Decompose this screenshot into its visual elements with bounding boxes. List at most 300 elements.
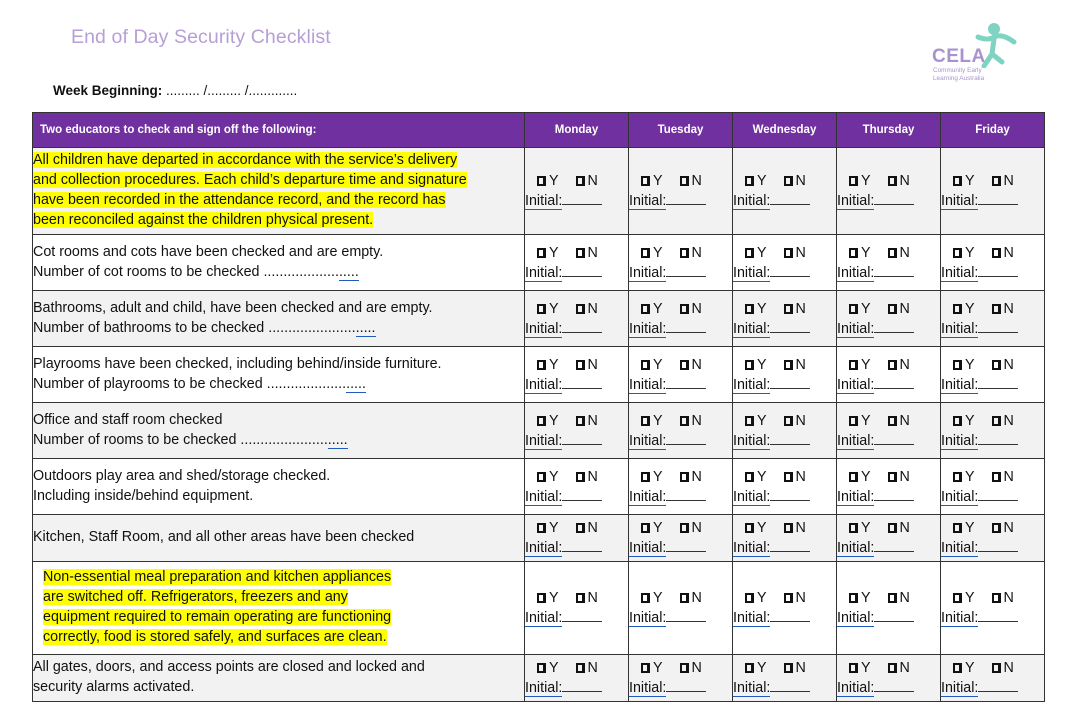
checkbox-icon[interactable] — [849, 176, 858, 186]
checkbox-icon[interactable] — [888, 472, 897, 482]
yes-option[interactable] — [849, 520, 871, 536]
no-option[interactable] — [576, 469, 598, 485]
yes-label: Y — [757, 173, 767, 189]
initial-field[interactable] — [629, 538, 732, 558]
yes-option[interactable] — [641, 660, 663, 676]
initial-blank[interactable] — [978, 375, 1018, 389]
checkbox-icon[interactable] — [888, 360, 897, 370]
yes-option[interactable] — [537, 301, 559, 317]
checkbox-icon[interactable] — [576, 360, 585, 370]
initial-field[interactable] — [733, 538, 836, 558]
no-option[interactable] — [680, 245, 702, 261]
checkbox-icon[interactable] — [784, 176, 793, 186]
checkbox-icon[interactable] — [641, 663, 650, 673]
day-cell-tuesday — [629, 235, 733, 291]
initial-blank[interactable] — [666, 375, 706, 389]
yes-option[interactable] — [641, 245, 663, 261]
checkbox-icon[interactable] — [745, 663, 754, 673]
checkbox-icon[interactable] — [888, 593, 897, 603]
checkbox-icon[interactable] — [784, 248, 793, 258]
yes-option[interactable] — [537, 173, 559, 189]
no-option[interactable] — [680, 469, 702, 485]
no-option[interactable] — [992, 301, 1014, 317]
checkbox-icon[interactable] — [953, 360, 962, 370]
initial-blank[interactable] — [562, 608, 602, 622]
initial-blank[interactable] — [562, 487, 602, 501]
yes-option[interactable] — [953, 245, 975, 261]
no-option[interactable] — [680, 173, 702, 189]
initial-blank[interactable] — [562, 678, 602, 692]
checkbox-icon[interactable] — [888, 523, 897, 533]
checkbox-icon[interactable] — [745, 360, 754, 370]
initial-blank[interactable] — [666, 678, 706, 692]
checkbox-icon[interactable] — [784, 304, 793, 314]
checkbox-icon[interactable] — [992, 360, 1001, 370]
yes-no-options — [629, 355, 732, 375]
initial-field[interactable] — [733, 375, 836, 395]
day-cell-friday — [941, 459, 1045, 515]
initial-field[interactable] — [525, 487, 628, 507]
checkbox-icon[interactable] — [888, 176, 897, 186]
no-option[interactable] — [784, 173, 806, 189]
checkbox-icon[interactable] — [888, 248, 897, 258]
checkbox-icon[interactable] — [953, 593, 962, 603]
checkbox-icon[interactable] — [888, 304, 897, 314]
no-option[interactable] — [680, 357, 702, 373]
checkbox-icon[interactable] — [576, 416, 585, 426]
initial-blank[interactable] — [666, 191, 706, 205]
yes-label: Y — [965, 300, 975, 317]
initial-field[interactable] — [837, 678, 940, 698]
checkbox-icon[interactable] — [680, 360, 689, 370]
no-option[interactable] — [888, 173, 910, 189]
initial-field[interactable] — [733, 608, 836, 628]
yes-option[interactable] — [537, 413, 559, 429]
checkbox-icon[interactable] — [849, 523, 858, 533]
yes-option[interactable] — [641, 520, 663, 536]
initial-blank[interactable] — [874, 487, 914, 501]
checkbox-icon[interactable] — [992, 472, 1001, 482]
no-option[interactable] — [888, 469, 910, 485]
no-option[interactable] — [888, 245, 910, 261]
no-option[interactable] — [888, 301, 910, 317]
checkbox-icon[interactable] — [953, 472, 962, 482]
initial-field[interactable] — [629, 487, 732, 507]
checkbox-icon[interactable] — [784, 360, 793, 370]
yes-no-options — [525, 171, 628, 191]
no-option[interactable] — [992, 660, 1014, 676]
initial-field[interactable] — [629, 319, 732, 339]
yes-no-options — [941, 243, 1044, 263]
checkbox-icon[interactable] — [849, 416, 858, 426]
no-option[interactable] — [992, 469, 1014, 485]
checkbox-icon[interactable] — [680, 176, 689, 186]
initial-blank[interactable] — [978, 678, 1018, 692]
yes-option[interactable] — [849, 413, 871, 429]
initial-blank[interactable] — [874, 431, 914, 445]
yes-option[interactable] — [849, 173, 871, 189]
checkbox-icon[interactable] — [992, 416, 1001, 426]
initial-field[interactable] — [837, 191, 940, 211]
checkbox-icon[interactable] — [641, 176, 650, 186]
initial-field[interactable] — [941, 608, 1044, 628]
initial-field[interactable] — [941, 431, 1044, 451]
checkbox-icon[interactable] — [784, 472, 793, 482]
initial-blank[interactable] — [978, 608, 1018, 622]
initial-blank[interactable] — [770, 263, 810, 277]
initial-blank[interactable] — [666, 538, 706, 552]
checkbox-icon[interactable] — [576, 663, 585, 673]
initial-field[interactable] — [941, 191, 1044, 211]
no-option[interactable] — [784, 520, 806, 536]
yes-option[interactable] — [641, 413, 663, 429]
initial-blank[interactable] — [562, 431, 602, 445]
no-option[interactable] — [784, 590, 806, 606]
initial-blank[interactable] — [770, 191, 810, 205]
initial-blank[interactable] — [978, 487, 1018, 501]
yes-option[interactable] — [641, 469, 663, 485]
initial-blank[interactable] — [874, 538, 914, 552]
checkbox-icon[interactable] — [953, 523, 962, 533]
checkbox-icon[interactable] — [537, 663, 546, 673]
initial-field[interactable] — [941, 538, 1044, 558]
yes-option[interactable] — [745, 245, 767, 261]
initial-blank[interactable] — [978, 319, 1018, 333]
checkbox-icon[interactable] — [680, 663, 689, 673]
day-cell-monday — [525, 347, 629, 403]
yes-option[interactable] — [849, 357, 871, 373]
initial-field[interactable] — [733, 263, 836, 283]
checkbox-icon[interactable] — [576, 593, 585, 603]
yes-option[interactable] — [953, 301, 975, 317]
initial-blank[interactable] — [874, 263, 914, 277]
initial-blank[interactable] — [666, 263, 706, 277]
checkbox-icon[interactable] — [849, 304, 858, 314]
checkbox-icon[interactable] — [641, 248, 650, 258]
initial-blank[interactable] — [978, 431, 1018, 445]
initial-field[interactable] — [837, 431, 940, 451]
initial-blank[interactable] — [770, 678, 810, 692]
checkbox-icon[interactable] — [576, 304, 585, 314]
initial-field[interactable] — [629, 263, 732, 283]
no-option[interactable] — [576, 357, 598, 373]
yes-option[interactable] — [641, 301, 663, 317]
checkbox-icon[interactable] — [537, 593, 546, 603]
checkbox-icon[interactable] — [953, 416, 962, 426]
checkbox-icon[interactable] — [641, 593, 650, 603]
initial-field[interactable] — [629, 608, 732, 628]
checklist-item-text — [33, 148, 525, 235]
yes-option[interactable] — [953, 413, 975, 429]
yes-option[interactable] — [953, 173, 975, 189]
yes-option[interactable] — [641, 357, 663, 373]
checkbox-icon[interactable] — [992, 248, 1001, 258]
yes-option[interactable] — [537, 660, 559, 676]
yes-option[interactable] — [537, 590, 559, 606]
yes-option[interactable] — [745, 469, 767, 485]
initial-blank[interactable] — [562, 263, 602, 277]
no-option[interactable] — [992, 520, 1014, 536]
checkbox-icon[interactable] — [953, 304, 962, 314]
no-option[interactable] — [888, 590, 910, 606]
checkbox-icon[interactable] — [641, 523, 650, 533]
no-option[interactable] — [888, 660, 910, 676]
room-count-entry[interactable]: ..... — [346, 375, 366, 392]
initial-field[interactable] — [733, 678, 836, 698]
no-option[interactable] — [784, 245, 806, 261]
no-option[interactable] — [992, 413, 1014, 429]
yes-option[interactable] — [849, 301, 871, 317]
initial-blank[interactable] — [562, 538, 602, 552]
no-option[interactable] — [680, 660, 702, 676]
checkbox-icon[interactable] — [953, 176, 962, 186]
yes-option[interactable] — [537, 469, 559, 485]
yes-option[interactable] — [953, 590, 975, 606]
checkbox-icon[interactable] — [641, 304, 650, 314]
checkbox-icon[interactable] — [745, 304, 754, 314]
initial-field[interactable] — [525, 191, 628, 211]
initial-blank[interactable] — [770, 608, 810, 622]
yes-option[interactable] — [745, 301, 767, 317]
checkbox-icon[interactable] — [745, 248, 754, 258]
checkbox-icon[interactable] — [537, 523, 546, 533]
checkbox-icon[interactable] — [745, 176, 754, 186]
checkbox-icon[interactable] — [888, 663, 897, 673]
no-option[interactable] — [576, 173, 598, 189]
checkbox-icon[interactable] — [784, 593, 793, 603]
yes-option[interactable] — [537, 357, 559, 373]
initial-blank[interactable] — [666, 319, 706, 333]
yes-option[interactable] — [641, 173, 663, 189]
checkbox-icon[interactable] — [641, 416, 650, 426]
checkbox-icon[interactable] — [680, 523, 689, 533]
checkbox-icon[interactable] — [992, 593, 1001, 603]
initial-field[interactable] — [525, 431, 628, 451]
yes-no-options — [941, 658, 1044, 678]
no-option[interactable] — [680, 413, 702, 429]
initial-blank[interactable] — [666, 608, 706, 622]
no-option[interactable] — [784, 413, 806, 429]
checkbox-icon[interactable] — [849, 472, 858, 482]
initial-field[interactable] — [941, 263, 1044, 283]
yes-option[interactable] — [745, 660, 767, 676]
initial-field[interactable] — [941, 487, 1044, 507]
initial-field[interactable] — [941, 319, 1044, 339]
initial-blank[interactable] — [770, 538, 810, 552]
no-option[interactable] — [784, 357, 806, 373]
yes-option[interactable] — [537, 245, 559, 261]
no-label: N — [587, 244, 598, 261]
yes-option[interactable] — [953, 520, 975, 536]
no-option[interactable] — [576, 590, 598, 606]
no-option[interactable] — [576, 245, 598, 261]
initial-field[interactable] — [525, 608, 628, 628]
initial-field[interactable] — [525, 678, 628, 698]
checkbox-icon[interactable] — [680, 304, 689, 314]
checkbox-icon[interactable] — [745, 593, 754, 603]
initial-blank[interactable] — [874, 375, 914, 389]
initial-field[interactable] — [733, 487, 836, 507]
yes-option[interactable] — [641, 590, 663, 606]
checkbox-icon[interactable] — [992, 304, 1001, 314]
checkbox-icon[interactable] — [680, 593, 689, 603]
no-option[interactable] — [680, 301, 702, 317]
no-label: N — [795, 356, 806, 373]
initial-blank[interactable] — [978, 538, 1018, 552]
no-label: N — [587, 173, 598, 189]
checkbox-icon[interactable] — [537, 304, 546, 314]
checkbox-icon[interactable] — [745, 523, 754, 533]
no-option[interactable] — [992, 245, 1014, 261]
checklist-item-text — [33, 655, 525, 702]
yes-option[interactable] — [537, 520, 559, 536]
initial-blank[interactable] — [770, 319, 810, 333]
initial-blank[interactable] — [562, 375, 602, 389]
initial-field[interactable] — [733, 431, 836, 451]
yes-option[interactable] — [953, 357, 975, 373]
day-cell-thursday — [837, 562, 941, 655]
initial-field[interactable] — [733, 191, 836, 211]
initial-field[interactable] — [837, 375, 940, 395]
no-option[interactable] — [992, 173, 1014, 189]
no-option[interactable] — [888, 357, 910, 373]
checkbox-icon[interactable] — [680, 416, 689, 426]
checkbox-icon[interactable] — [745, 416, 754, 426]
yes-option[interactable] — [745, 520, 767, 536]
checkbox-icon[interactable] — [537, 416, 546, 426]
initial-blank[interactable] — [562, 191, 602, 205]
no-label: N — [691, 300, 702, 317]
checkbox-icon[interactable] — [641, 360, 650, 370]
yes-option[interactable] — [745, 173, 767, 189]
day-cell-tuesday — [629, 291, 733, 347]
yes-option[interactable] — [745, 357, 767, 373]
no-option[interactable] — [784, 660, 806, 676]
checkbox-icon[interactable] — [992, 663, 1001, 673]
initial-field[interactable] — [837, 608, 940, 628]
checkbox-icon[interactable] — [849, 663, 858, 673]
initial-field[interactable] — [525, 319, 628, 339]
yes-option[interactable] — [849, 590, 871, 606]
checkbox-icon[interactable] — [992, 523, 1001, 533]
yes-option[interactable] — [849, 660, 871, 676]
room-count-entry[interactable]: ..... — [327, 431, 348, 448]
checkbox-icon[interactable] — [888, 416, 897, 426]
initial-field[interactable] — [629, 678, 732, 698]
initial-field[interactable] — [941, 678, 1044, 698]
initial-blank[interactable] — [874, 319, 914, 333]
checkbox-icon[interactable] — [576, 176, 585, 186]
checkbox-icon[interactable] — [576, 472, 585, 482]
checkbox-icon[interactable] — [576, 248, 585, 258]
item-text-line: All children have departed in accordance with the service’s delivery — [33, 152, 458, 169]
yes-option[interactable] — [953, 469, 975, 485]
checkbox-icon[interactable] — [680, 248, 689, 258]
initial-blank[interactable] — [978, 263, 1018, 277]
initial-field[interactable] — [837, 487, 940, 507]
initial-field[interactable] — [837, 538, 940, 558]
checkbox-icon[interactable] — [849, 248, 858, 258]
initial-field[interactable] — [629, 431, 732, 451]
initial-blank[interactable] — [874, 678, 914, 692]
initial-label: Initial: — [733, 193, 771, 209]
yes-no-options — [525, 355, 628, 375]
initial-blank[interactable] — [770, 375, 810, 389]
initial-blank[interactable] — [666, 431, 706, 445]
no-option[interactable] — [576, 301, 598, 317]
initial-field[interactable] — [629, 375, 732, 395]
initial-blank[interactable] — [770, 431, 810, 445]
initial-blank[interactable] — [770, 487, 810, 501]
checkbox-icon[interactable] — [537, 248, 546, 258]
no-option[interactable] — [576, 660, 598, 676]
no-option[interactable] — [576, 520, 598, 536]
checkbox-icon[interactable] — [576, 523, 585, 533]
checkbox-icon[interactable] — [953, 663, 962, 673]
day-cell-tuesday — [629, 655, 733, 702]
checkbox-icon[interactable] — [641, 472, 650, 482]
no-option[interactable] — [784, 301, 806, 317]
checkbox-icon[interactable] — [849, 360, 858, 370]
yes-option[interactable] — [745, 413, 767, 429]
initial-field[interactable] — [837, 263, 940, 283]
checkbox-icon[interactable] — [537, 472, 546, 482]
day-cell-monday — [525, 562, 629, 655]
yes-option[interactable] — [953, 660, 975, 676]
checkbox-icon[interactable] — [784, 663, 793, 673]
no-label: N — [795, 660, 806, 676]
initial-field[interactable] — [525, 375, 628, 395]
no-option[interactable] — [992, 590, 1014, 606]
initial-blank[interactable] — [874, 191, 914, 205]
no-option[interactable] — [888, 520, 910, 536]
checkbox-icon[interactable] — [784, 416, 793, 426]
initial-field[interactable] — [837, 319, 940, 339]
checklist-item-text — [33, 459, 525, 515]
no-option[interactable] — [784, 469, 806, 485]
initial-field[interactable] — [941, 375, 1044, 395]
checkbox-icon[interactable] — [537, 176, 546, 186]
no-option[interactable] — [992, 357, 1014, 373]
initial-field[interactable] — [525, 538, 628, 558]
initial-blank[interactable] — [874, 608, 914, 622]
initial-blank[interactable] — [978, 191, 1018, 205]
yes-option[interactable] — [849, 245, 871, 261]
checkbox-icon[interactable] — [784, 523, 793, 533]
yes-option[interactable] — [745, 590, 767, 606]
initial-blank[interactable] — [666, 487, 706, 501]
checkbox-icon[interactable] — [537, 360, 546, 370]
item-text-line: correctly, food is stored safely, and surfaces are clean. — [43, 628, 387, 645]
no-option[interactable] — [888, 413, 910, 429]
initial-blank[interactable] — [562, 319, 602, 333]
no-option[interactable] — [680, 520, 702, 536]
checkbox-icon[interactable] — [849, 593, 858, 603]
checkbox-icon[interactable] — [745, 472, 754, 482]
initial-field[interactable] — [629, 191, 732, 211]
no-option[interactable] — [680, 590, 702, 606]
room-count-entry[interactable]: ..... — [355, 319, 376, 336]
yes-option[interactable] — [849, 469, 871, 485]
no-option[interactable] — [576, 413, 598, 429]
checkbox-icon[interactable] — [992, 176, 1001, 186]
no-label: N — [795, 520, 806, 536]
checkbox-icon[interactable] — [680, 472, 689, 482]
checkbox-icon[interactable] — [953, 248, 962, 258]
room-count-entry[interactable]: ..... — [338, 263, 359, 280]
initial-field[interactable] — [525, 263, 628, 283]
initial-field[interactable] — [733, 319, 836, 339]
